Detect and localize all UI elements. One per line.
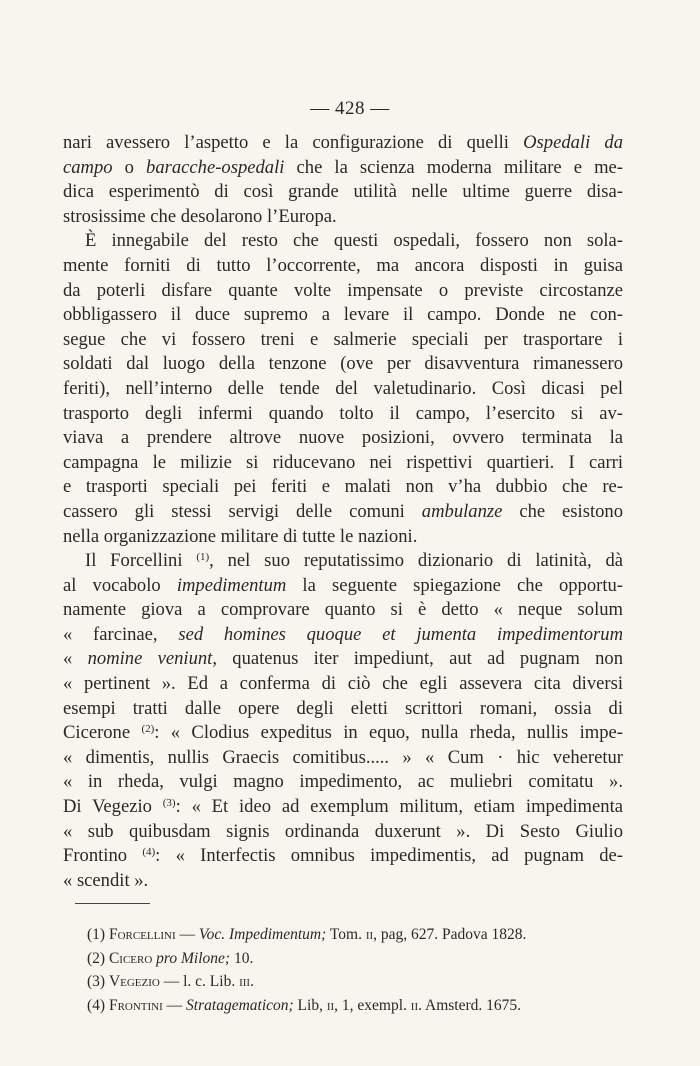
text-line (63, 328, 623, 353)
text-run: ii (365, 926, 374, 943)
text-run: che la scienza moderna militare e me- (284, 156, 623, 178)
text-line (63, 795, 623, 820)
text-run: campagna le milizie si riducevano nei rispettivi quartieri. I carri (63, 451, 623, 473)
italic-text: sed homines quoque et jumenta impedimentorum (178, 623, 623, 645)
text-line (63, 205, 623, 230)
text-line (63, 647, 623, 672)
text-run: Cicerone (63, 722, 142, 744)
text-run: È innegabile del resto che questi ospedali, fossero non sola- (85, 230, 623, 252)
text-run: Frontino (63, 845, 143, 867)
text-run: cassero gli stessi servigi delle comuni (63, 500, 422, 522)
text-line (63, 574, 623, 599)
text-run: — (162, 996, 187, 1014)
footnote-ref: (3) (162, 797, 176, 810)
text-run: (1) (87, 926, 109, 943)
text-line (63, 426, 623, 451)
text-run: dica esperimentò di così grande utilità nelle ultime guerre disa- (63, 181, 623, 203)
text-line (63, 770, 623, 795)
text-run: : « Et ideo ad exemplum militum, etiam impedimenta (175, 796, 623, 818)
footnote-ref: (2) (141, 723, 155, 736)
text-run: mente forniti di tutto l’occorrente, ma ancora disposti in guisa (63, 254, 623, 276)
text-line (63, 352, 623, 377)
footnote (87, 994, 632, 1018)
text-run: , nel suo reputatissimo dizionario di latinità, dà (209, 550, 623, 572)
text-line (63, 180, 623, 205)
text-run: ii (326, 996, 335, 1014)
footnote (87, 923, 632, 947)
italic-text: impedimentum (176, 574, 287, 596)
text-run: « scendit ». (63, 869, 149, 891)
text-run: Vegezio (108, 973, 160, 990)
text-line (63, 869, 623, 894)
footnote-ref: (4) (142, 846, 156, 859)
italic-text: Voc. Impedimentum; (198, 926, 327, 943)
text-run: . Amsterd. 1675. (418, 996, 522, 1014)
page-number: — 428 — (310, 98, 390, 119)
text-line (63, 525, 623, 550)
text-line (63, 402, 623, 427)
italic-text: ambulanze (421, 500, 503, 522)
text-run: « farcinae, (63, 623, 179, 645)
text-run: che esistono (502, 500, 624, 522)
text-run: , pag, 627. Padova 1828. (373, 926, 527, 943)
text-line (63, 451, 623, 476)
text-run: — l. c. Lib. (159, 973, 240, 990)
text-run: esempi tratti dalle opere degli eletti scrittori romani, ossia di (63, 697, 623, 719)
italic-text: Stratagematicon; (186, 996, 294, 1014)
text-run: (3) (87, 973, 109, 990)
text-run: e trasporti speciali pei feriti e malati non v’ha dubbio che re- (63, 476, 623, 498)
text-run: nella organizzazione militare di tutte le nazioni. (63, 525, 418, 547)
text-run: Lib, (293, 996, 327, 1014)
text-run: , 1, exempl. (334, 996, 411, 1014)
text-run: « (63, 648, 88, 670)
text-line (63, 672, 623, 697)
text-run: la seguente spiegazione che opportu- (286, 574, 623, 596)
text-line (63, 598, 623, 623)
text-run: , quatenus iter impediunt, aut ad pugnam non (212, 648, 623, 670)
text-run: strosissime che desolarono l’Europa. (63, 205, 337, 227)
text-line (63, 623, 623, 648)
text-run: feriti), nell’interno delle tende del valetudinario. Così dicasi pel (63, 377, 623, 399)
text-line (63, 746, 623, 771)
text-run: « sub quibusdam signis ordinanda duxerunt ». Di Sesto Giulio (63, 820, 623, 842)
text-run: o (112, 156, 147, 178)
text-run: segue che vi fossero treni e salmerie speciali per trasportare i (63, 328, 623, 350)
text-run: nari avessero l’aspetto e la configurazione di quelli (63, 132, 524, 153)
text-run: . (250, 973, 254, 990)
text-run: iii (239, 973, 251, 990)
text-line (63, 549, 623, 574)
text-run: soldati dal luogo della tenzone (ove per disavventura rimanessero (63, 353, 623, 375)
body-text (63, 131, 623, 893)
text-line (63, 844, 623, 869)
text-run: Il Forcellini (85, 550, 197, 572)
text-run: « in rheda, vulgi magno impedimento, ac muliebri comitatu ». (63, 771, 623, 793)
text-run: namente giova a comprovare quanto si è detto « neque solum (63, 599, 623, 621)
italic-text: baracche-ospedali (146, 156, 285, 178)
text-run: (4) (87, 996, 109, 1014)
text-line (63, 229, 623, 254)
text-run: Cicero (108, 949, 153, 967)
text-run: Frontini (108, 996, 163, 1014)
text-line (63, 279, 623, 304)
text-run: trasporto degli infermi quando tolto il campo, l’esercito si av- (63, 402, 623, 424)
text-line (63, 500, 623, 525)
italic-text: Ospedali da (523, 132, 623, 153)
footnote-divider (75, 903, 150, 904)
text-line (63, 820, 623, 845)
text-run: : « Interfectis omnibus impedimentis, ad pugnam de- (155, 845, 624, 867)
footnote (87, 970, 632, 994)
italic-text: pro Milone; (156, 949, 231, 967)
text-run: viava a prendere altrove nuove posizioni, ovvero terminata la (63, 427, 623, 449)
text-run: Di Vegezio (63, 796, 163, 818)
text-run: Tom. (326, 926, 366, 943)
footnotes (87, 923, 632, 1017)
text-run: (2) (87, 949, 109, 967)
text-run: da poterli disfare quante volte impensate o previste circostanze (63, 279, 623, 301)
text-run: Forcellini (108, 926, 176, 943)
text-line (63, 156, 623, 181)
italic-text: nomine veniunt (87, 648, 213, 670)
text-run: al vocabolo (63, 574, 177, 596)
text-line (63, 131, 623, 156)
text-run: « dimentis, nullis Graecis comitibus..... » « Cum · hic veheretur (63, 746, 623, 768)
text-line (63, 303, 623, 328)
text-run: « pertinent ». Ed a conferma di ciò che egli assevera cita diversi (63, 673, 623, 695)
italic-text: campo (63, 156, 113, 178)
text-run: — (175, 926, 199, 943)
text-run: obbligassero il duce supremo a levare il campo. Donde ne con- (63, 304, 623, 326)
text-line (63, 254, 623, 279)
text-run: ii (410, 996, 419, 1014)
footnote-ref: (1) (196, 551, 210, 564)
footnote (87, 947, 632, 971)
text-line (63, 721, 623, 746)
text-line (63, 697, 623, 722)
text-line (63, 377, 623, 402)
text-run: : « Clodius expeditus in equo, nulla rheda, nullis impe- (154, 722, 623, 744)
text-line (63, 475, 623, 500)
text-run: 10. (230, 949, 254, 967)
